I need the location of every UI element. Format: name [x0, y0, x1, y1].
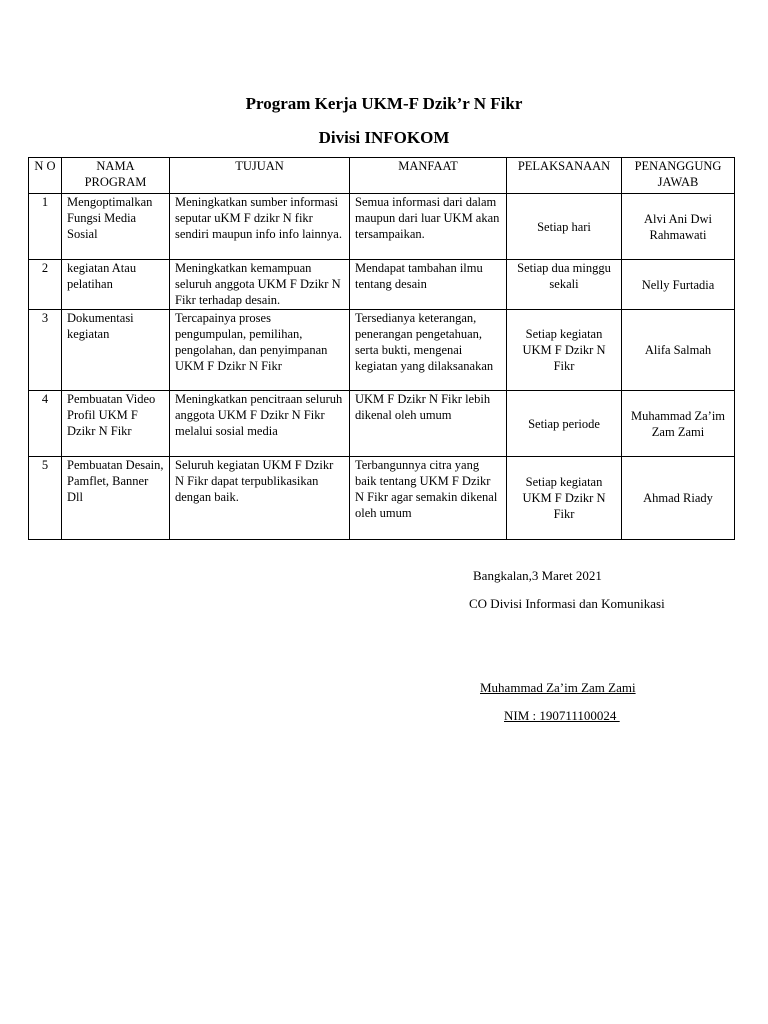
cell-tujuan: Meningkatkan kemampuan seluruh anggota UKM F Dzikr N Fikr terhadap desain. — [170, 260, 350, 310]
cell-penanggung-jawab: Muhammad Za’im Zam Zami — [622, 391, 735, 457]
cell-tujuan: Meningkatkan pencitraan seluruh anggota UKM F Dzikr N Fikr melalui sosial media — [170, 391, 350, 457]
cell-no: 1 — [29, 194, 62, 260]
cell-nama-program: Pembuatan Desain, Pamflet, Banner Dll — [62, 457, 170, 540]
cell-penanggung-jawab: Ahmad Riady — [622, 457, 735, 540]
table-row — [29, 310, 735, 391]
table-header-row — [29, 158, 735, 194]
table-row — [29, 457, 735, 540]
cell-pelaksanaan: Setiap kegiatan UKM F Dzikr N Fikr — [507, 457, 622, 540]
cell-pelaksanaan: Setiap periode — [507, 391, 622, 457]
cell-tujuan: Seluruh kegiatan UKM F Dzikr N Fikr dapat terpublikasikan dengan baik. — [170, 457, 350, 540]
cell-no: 4 — [29, 391, 62, 457]
cell-pelaksanaan: Setiap kegiatan UKM F Dzikr N Fikr — [507, 310, 622, 391]
cell-manfaat: Terbangunnya citra yang baik tentang UKM F Dzikr N Fikr agar semakin dikenal oleh umum — [350, 457, 507, 540]
header-manfaat: MANFAAT — [350, 158, 507, 194]
cell-tujuan: Meningkatkan sumber informasi seputar uKM F dzikr N fikr sendiri maupun info info lainnya. — [170, 194, 350, 260]
table-row — [29, 260, 735, 310]
cell-pelaksanaan: Setiap dua minggu sekali — [507, 260, 622, 310]
cell-manfaat: Tersedianya keterangan, penerangan pengetahuan, serta bukti, mengenai kegiatan yang dilaksanakan — [350, 310, 507, 391]
header-nama-program: NAMA PROGRAM — [62, 158, 170, 194]
cell-manfaat: UKM F Dzikr N Fikr lebih dikenal oleh umum — [350, 391, 507, 457]
cell-nama-program: Mengoptimalkan Fungsi Media Sosial — [62, 194, 170, 260]
cell-no: 2 — [29, 260, 62, 310]
signature-role: CO Divisi Informasi dan Komunikasi — [469, 596, 665, 611]
cell-manfaat: Semua informasi dari dalam maupun dari luar UKM akan tersampaikan. — [350, 194, 507, 260]
cell-no: 3 — [29, 310, 62, 391]
cell-pelaksanaan: Setiap hari — [507, 194, 622, 260]
cell-manfaat: Mendapat tambahan ilmu tentang desain — [350, 260, 507, 310]
signature-place-date: Bangkalan,3 Maret 2021 — [473, 568, 602, 583]
header-pelaksanaan: PELAKSANAAN — [507, 158, 622, 194]
program-table — [28, 157, 735, 540]
header-no: N O — [29, 158, 62, 194]
cell-nama-program: kegiatan Atau pelatihan — [62, 260, 170, 310]
cell-penanggung-jawab: Nelly Furtadia — [622, 260, 735, 310]
cell-nama-program: Dokumentasi kegiatan — [62, 310, 170, 391]
table-row — [29, 194, 735, 260]
header-tujuan: TUJUAN — [170, 158, 350, 194]
cell-penanggung-jawab: Alvi Ani Dwi Rahmawati — [622, 194, 735, 260]
cell-penanggung-jawab: Alifa Salmah — [622, 310, 735, 391]
signature-name: Muhammad Za’im Zam Zami — [480, 680, 636, 695]
cell-tujuan: Tercapainya proses pengumpulan, pemilihan, pengolahan, dan penyimpanan UKM F Dzikr N Fikr — [170, 310, 350, 391]
header-penanggung-jawab: PENANGGUNG JAWAB — [622, 158, 735, 194]
cell-no: 5 — [29, 457, 62, 540]
table-row — [29, 391, 735, 457]
document-title: Program Kerja UKM-F Dzik’r N Fikr — [245, 94, 523, 113]
document-subtitle: Divisi INFOKOM — [318, 128, 450, 147]
signature-nim: NIM : 190711100024 — [504, 708, 620, 723]
cell-nama-program: Pembuatan Video Profil UKM F Dzikr N Fikr — [62, 391, 170, 457]
